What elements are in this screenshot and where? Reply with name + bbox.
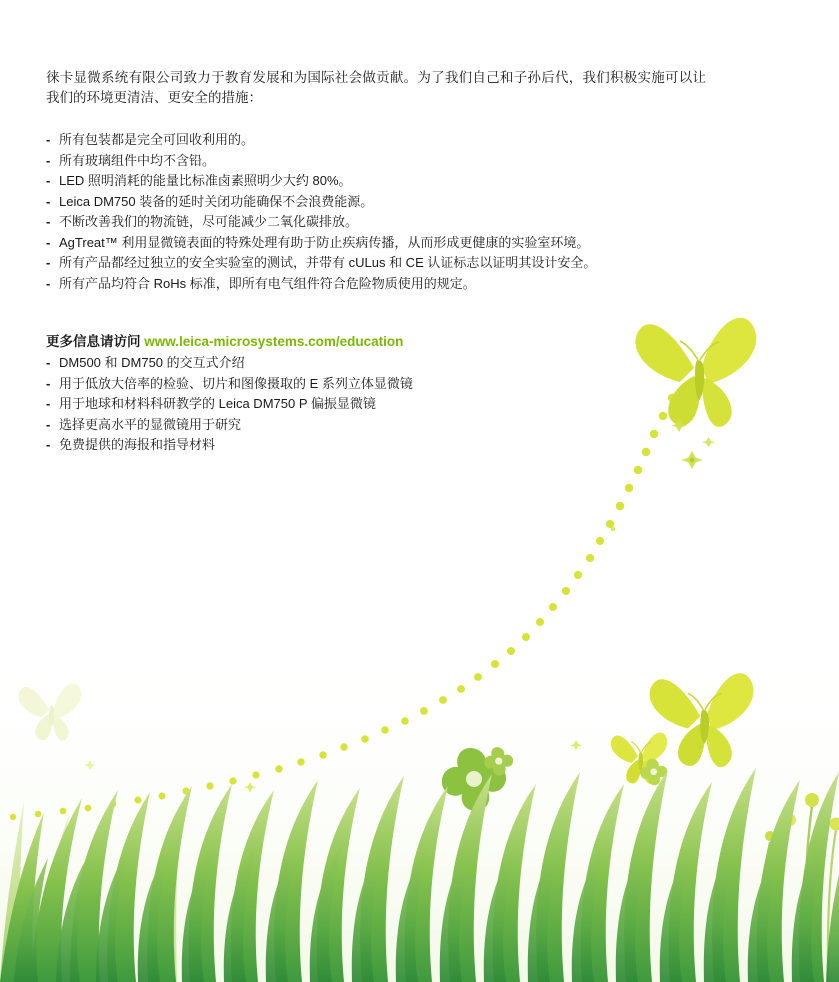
list-item: - AgTreat™ 利用显微镜表面的特殊处理有助于防止疾病传播，从而形成更健康的实验室环境。 [46,233,706,254]
sparkle-icon [84,740,582,792]
website-link[interactable]: www.leica-microsystems.com/education [144,334,404,349]
list-item: - 用于低放大倍率的检验、切片和图像摄取的 E 系列立体显微镜 [46,374,706,395]
list-item: - 所有产品都经过独立的安全实验室的测试，并带有 cULus 和 CE 认证标志以证明其设计安全。 [46,253,706,274]
list-item: - LED 照明消耗的能量比标准卤素照明少大约 80%。 [46,171,706,192]
flower-icon [640,759,667,785]
list-item: - 所有产品均符合 RoHs 标准，即所有电气组件符合危险物质使用的规定。 [46,274,706,295]
commitment-list [46,130,706,294]
document-content [46,68,706,456]
more-info-label: 更多信息请访问 [46,334,145,349]
flower-icon [442,748,506,811]
more-info-list [46,353,706,456]
butterfly-icon [18,684,81,741]
dotted-path [10,394,676,820]
dandelion-icon [175,793,839,982]
list-item: - 免费提供的海报和指导材料 [46,435,706,456]
list-item: - 不断改善我们的物流链，尽可能减少二氧化碳排放。 [46,212,706,233]
flower-icon [484,747,513,775]
list-item: - 用于地球和材料科研教学的 Leica DM750 P 偏振显微镜 [46,394,706,415]
more-info-block [46,330,706,456]
list-item: - 选择更高水平的显微镜用于研究 [46,415,706,436]
list-item: - DM500 和 DM750 的交互式介绍 [46,353,706,374]
list-item: - 所有包装都是完全可回收利用的。 [46,130,706,151]
more-info-heading [46,330,706,350]
intro-paragraph: 徕卡显微系统有限公司致力于教育发展和为国际社会做贡献。为了我们自己和子孙后代，我们积极实施可以让我们的环境更清洁、更安全的措施： [46,70,706,105]
list-item: - Leica DM750 装备的延时关闭功能确保不会浪费能源。 [46,192,706,213]
butterfly-icon [611,733,668,784]
butterfly-icon [650,673,754,767]
list-item: - 所有玻璃组件中均不含铅。 [46,151,706,172]
